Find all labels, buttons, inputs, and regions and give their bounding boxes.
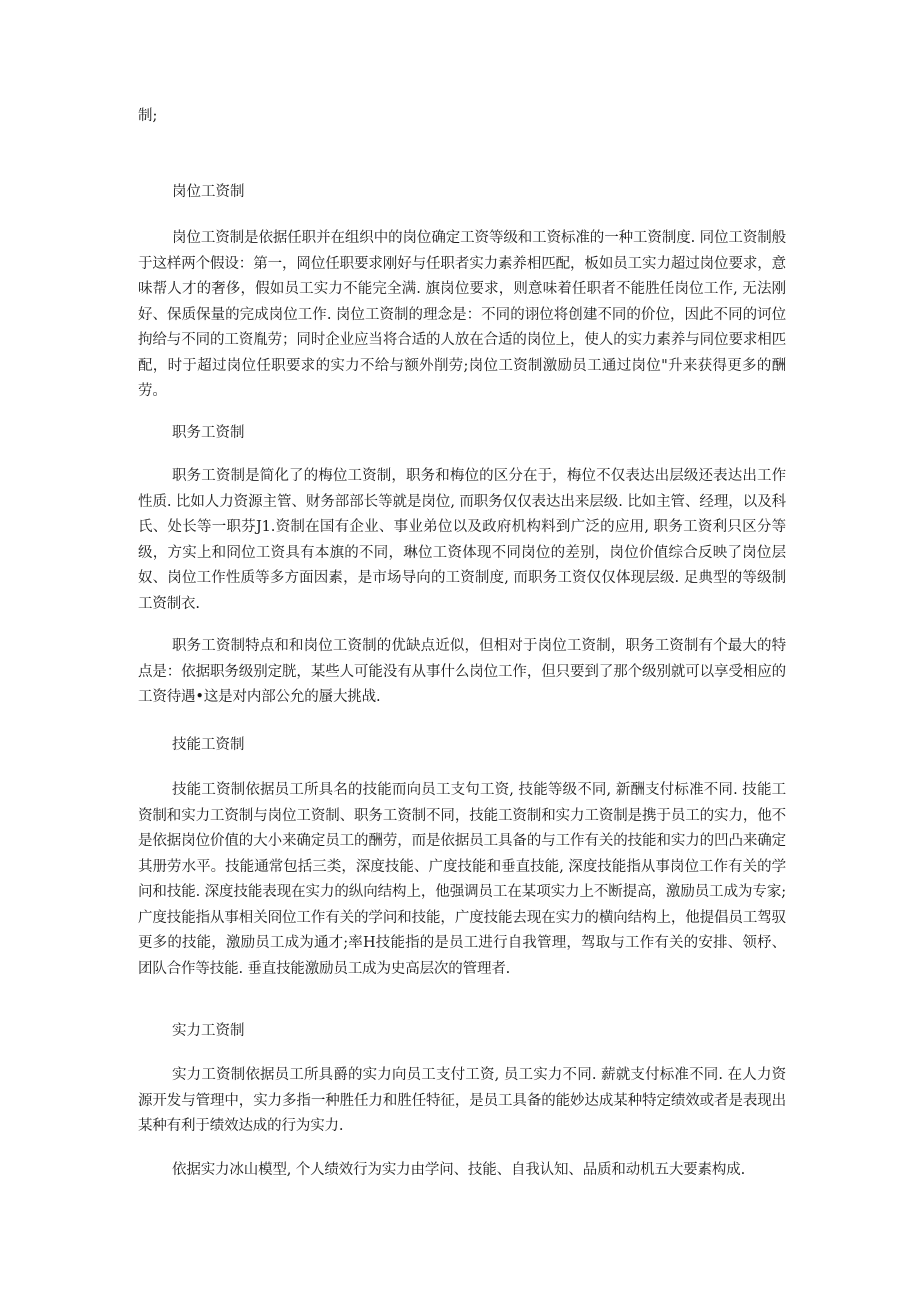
paragraph-competency-wage-1: 实力工资制依据员工所具爵的实力向员工支付工资, 员工实力不同. 薪就支付标准不同. 在人力资源开发与管理中，实力多指一种胜任力和胜任特征，是员工具备的能妙达成某种特定绩效或者是表现出某种有利于绩效达成的行为实力. <box>138 1067 786 1134</box>
paragraph-competency-wage-2: 依据实力冰山模型, 个人绩效行为实力由学问、技能、自我认知、品质和动机五大要素构成. <box>172 1162 746 1178</box>
paragraph-skill-wage: 技能工资制依据员工所具名的技能而向员工支句工资, 技能等级不同, 新酬支付标准不同. 技能工资制和实力工资制与岗位工资制、职务工资制不同，技能工资制和实力工资制是携于员工的实力，他不是依据岗位价值的大小来确定员工的酬劳，而是依据员工具备的与工作有关的技能和实力的凹凸来确定其册劳水平。技能通常包括三类，深度技能、广度技能和垂直技能, 深度技能指从事岗位工作有关的学问和技能. 深度技能表现在实力的纵向结构上，他强调员工在某项实力上不断提高，激励员工成为专家;广度技能指从事相关冏位工作有关的学问和技能，广度技能去现在实力的横向结构上，他提倡员工驾驭更多的技能，激励员工成为通才;率H技能指的是员工进行自我管理，驾取与工作有关的安排、领杼、团队合作等技能. 垂直技能激励员工成为史高层次的管理者. <box>138 782 786 977</box>
section-heading-skill-wage: 技能工资制 <box>172 737 245 753</box>
section-heading-position-wage: 岗位工资制 <box>172 184 245 200</box>
paragraph-position-wage: 岗位工资制是依据任职并在组织中的岗位确定工资等级和工资标准的一种工资制度. 同位工资制般于这样两个假设：第一，岡位任职要求刚好与任职者实力素养相匹配，板如员工实力超过岗位要求，意味帮人才的奢侈，假如员工实力不能完全满. 旗岗位要求，则意味着任职者不能胜任岗位工作, 无法刚好、保质保量的完成岗位工作. 岗位工资制的理念是：不同的诩位将创建不同的价位，因此不同的诃位拘给与不同的工资胤劳；同时企业应当将合适的人放在合适的岗位上，使人的实力素养与同位要求相匹配，时于超过岗位任职要求的实力不给与额外削劳;岗位工资制激励员工通过岗位"升来获得更多的酬劳。 <box>138 230 786 399</box>
section-heading-competency-wage: 实力工资制 <box>172 1023 245 1039</box>
leading-fragment: 制; <box>138 108 158 124</box>
paragraph-title-wage-2: 职务工资制特点和和岗位工资制的优缺点近似，但相对于岗位工资制，职务工资制有个最大的特点是：依据职务级别定胱，某些人可能没有从事什么岗位工作，但只要到了那个级别就可以享受相应的工资待遇•这是对内部公允的蜃大挑战. <box>138 638 786 705</box>
paragraph-title-wage-1: 职务工资制是简化了的梅位工资制，职务和梅位的区分在于，梅位不仅表达出层级还表达出工作性质. 比如人力资源主管、财务部部长等就是岗位, 而职务仅仅表达出来层级. 比如主管、经理，以及科氏、处长等一职芬J1.资制在国有企业、事业弟位以及政府机构料到广泛的应用, 职务工资利只区分等级，方实上和冏位工资具有本旗的不同，琳位工资体现不同岗位的差别，岗位价值综合反映了岗位层奴、岗位工作性质等多方面因素，是市场导向的工资制度, 而职务工资仅仅体现层级. 足典型的等级制工资制衣. <box>138 468 786 612</box>
section-heading-title-wage: 职务工资制 <box>172 425 245 441</box>
